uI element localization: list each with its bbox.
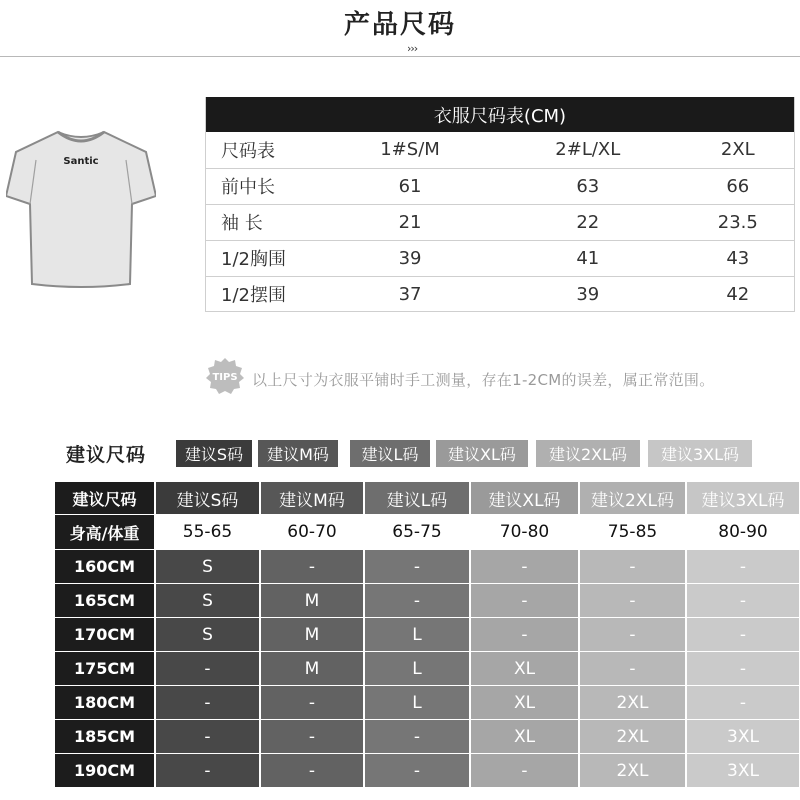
- grid-height-label: 160CM: [55, 550, 154, 583]
- grid-value-cell: -: [471, 754, 578, 787]
- grid-weight-cell: 60-70: [261, 515, 363, 549]
- grid-value-cell: -: [687, 652, 799, 685]
- grid-value-cell: -: [261, 550, 363, 583]
- grid-height-label: 180CM: [55, 686, 154, 719]
- grid-value-cell: -: [365, 754, 469, 787]
- grid-height-label: 175CM: [55, 652, 154, 685]
- grid-value-cell: S: [156, 550, 259, 583]
- size-table: [205, 97, 795, 312]
- grid-header-cell: 建议M码: [261, 482, 363, 514]
- tips-badge-label: TIPS: [212, 372, 238, 383]
- size-table-cell: 42: [726, 283, 750, 305]
- size-table-cell: 37: [398, 283, 422, 305]
- grid-value-cell: -: [580, 584, 685, 617]
- size-table-cell: 前中长: [205, 168, 325, 204]
- grid-value-cell: -: [687, 584, 799, 617]
- grid-value-cell: M: [261, 618, 363, 651]
- grid-value-cell: -: [365, 584, 469, 617]
- size-table-row: [205, 240, 795, 276]
- grid-height-label: 165CM: [55, 584, 154, 617]
- size-table-cell: 39: [325, 240, 495, 276]
- size-table-cell: 23.5: [681, 204, 795, 240]
- grid-value-cell: -: [365, 550, 469, 583]
- size-table-row: [205, 168, 795, 204]
- grid-value-cell: S: [156, 584, 259, 617]
- grid-value-cell: -: [687, 686, 799, 719]
- size-table-cell: 1/2胸围: [205, 240, 325, 276]
- grid-value-cell: 3XL: [687, 754, 799, 787]
- grid-weight-cell: 55-65: [156, 515, 259, 549]
- grid-value-cell: -: [471, 550, 578, 583]
- brand-logo: Santic: [63, 156, 99, 167]
- recommend-grid: [55, 482, 799, 787]
- legend-chip: 建议3XL码: [648, 440, 752, 467]
- grid-value-cell: 2XL: [580, 686, 685, 719]
- tips-text: 以上尺寸为衣服平铺时手工测量，存在1-2CM的误差，属正常范围。: [252, 371, 715, 389]
- grid-header-cell: 建议S码: [156, 482, 259, 514]
- size-table-title: 衣服尺码表(CM): [205, 97, 795, 132]
- grid-value-cell: -: [261, 720, 363, 753]
- size-table-cell: 66: [681, 168, 795, 204]
- grid-value-cell: -: [687, 618, 799, 651]
- legend-chip: 建议M码: [258, 440, 338, 467]
- size-table-row: [205, 276, 795, 312]
- size-table-row: [205, 132, 795, 168]
- grid-height-label: 190CM: [55, 754, 154, 787]
- size-table-cell: 21: [325, 204, 495, 240]
- grid-header-cell: 建议XL码: [471, 482, 578, 514]
- grid-value-cell: XL: [471, 652, 578, 685]
- grid-weight-cell: 80-90: [687, 515, 799, 549]
- grid-value-cell: 3XL: [687, 720, 799, 753]
- recommend-label: 建议尺码: [66, 444, 147, 466]
- legend-chip: 建议XL码: [436, 440, 528, 467]
- grid-weight-cell: 70-80: [471, 515, 578, 549]
- size-table-cell: 63: [495, 168, 681, 204]
- grid-weight-cell: 65-75: [365, 515, 469, 549]
- grid-value-cell: -: [156, 686, 259, 719]
- legend-chip: 建议L码: [350, 440, 430, 467]
- grid-header-cell: 建议2XL码: [580, 482, 685, 514]
- size-table-cell: 尺码表: [205, 132, 325, 168]
- grid-value-cell: -: [156, 652, 259, 685]
- size-table-cell: 袖 长: [205, 204, 325, 240]
- grid-value-cell: XL: [471, 686, 578, 719]
- grid-weight-cell: 75-85: [580, 515, 685, 549]
- page-title: 产品尺码: [343, 10, 456, 40]
- grid-value-cell: L: [365, 686, 469, 719]
- grid-value-cell: 2XL: [580, 754, 685, 787]
- grid-value-cell: L: [365, 618, 469, 651]
- grid-value-cell: L: [365, 652, 469, 685]
- grid-value-cell: XL: [471, 720, 578, 753]
- grid-height-label: 185CM: [55, 720, 154, 753]
- grid-value-cell: -: [471, 584, 578, 617]
- legend-chip: 建议2XL码: [536, 440, 640, 467]
- grid-header-label: 建议尺码: [55, 482, 154, 514]
- size-table-cell: 2XL: [681, 132, 795, 168]
- grid-height-label: 170CM: [55, 618, 154, 651]
- size-table-cell: 22: [495, 204, 681, 240]
- grid-weight-label: 身高/体重: [55, 515, 154, 549]
- grid-value-cell: S: [156, 618, 259, 651]
- size-table-cell: 41: [495, 240, 681, 276]
- tshirt-image: [6, 124, 156, 294]
- grid-value-cell: -: [365, 720, 469, 753]
- chevrons-icon: ›››: [407, 42, 418, 55]
- grid-value-cell: -: [156, 720, 259, 753]
- grid-value-cell: M: [261, 584, 363, 617]
- grid-header-cell: 建议3XL码: [687, 482, 799, 514]
- title-divider: [0, 56, 800, 57]
- grid-value-cell: -: [471, 618, 578, 651]
- tips-icon: [205, 356, 245, 396]
- grid-value-cell: -: [687, 550, 799, 583]
- legend-chip: 建议S码: [176, 440, 252, 467]
- grid-value-cell: -: [580, 618, 685, 651]
- grid-value-cell: M: [261, 652, 363, 685]
- grid-header-cell: 建议L码: [365, 482, 469, 514]
- grid-value-cell: 2XL: [580, 720, 685, 753]
- grid-value-cell: -: [261, 686, 363, 719]
- grid-value-cell: -: [580, 652, 685, 685]
- size-table-cell: 43: [681, 240, 795, 276]
- size-table-cell: 2#L/XL: [495, 132, 681, 168]
- size-table-cell: 39: [576, 283, 600, 305]
- size-table-cell: 1/2摆围: [221, 285, 286, 307]
- size-table-cell: 1#S/M: [325, 132, 495, 168]
- grid-value-cell: -: [156, 754, 259, 787]
- grid-value-cell: -: [261, 754, 363, 787]
- grid-value-cell: -: [580, 550, 685, 583]
- size-table-cell: 61: [325, 168, 495, 204]
- size-table-row: [205, 204, 795, 240]
